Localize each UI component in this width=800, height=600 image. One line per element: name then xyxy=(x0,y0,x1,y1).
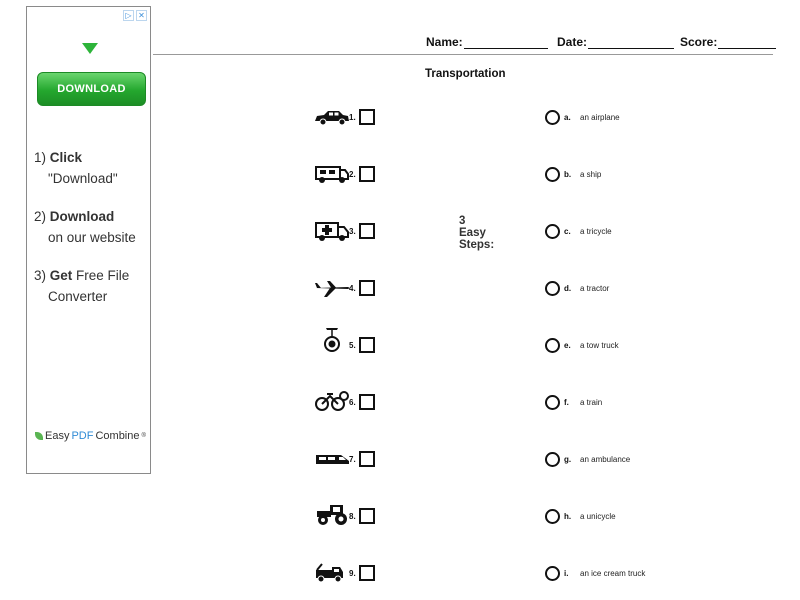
down-arrow-icon xyxy=(82,43,98,54)
answer-circle[interactable] xyxy=(545,452,560,467)
ad-steps xyxy=(34,147,495,324)
question-row xyxy=(313,504,375,528)
worksheet-title: Transportation xyxy=(425,68,506,80)
question-number: 8. xyxy=(349,511,356,521)
ad-info-icon[interactable]: ▷ xyxy=(123,10,134,21)
ad-step-number: 3) xyxy=(34,268,47,283)
answer-row xyxy=(545,109,620,125)
answer-letter: i. xyxy=(564,568,569,578)
unicycle-icon xyxy=(313,319,351,359)
answer-letter: a. xyxy=(564,112,571,122)
answer-text: a unicycle xyxy=(580,511,616,521)
name-label: Name: xyxy=(426,35,463,49)
score-label: Score: xyxy=(680,35,718,49)
answer-row xyxy=(545,508,616,524)
answer-box[interactable] xyxy=(359,394,375,410)
brand-pdf: PDF xyxy=(71,430,94,442)
answer-circle[interactable] xyxy=(545,509,560,524)
question-number: 2. xyxy=(349,169,356,179)
tractor-icon xyxy=(313,499,351,529)
answer-text: an ice cream truck xyxy=(580,568,646,578)
ad-step-action: Download xyxy=(49,209,115,224)
ad-step-number: 1) xyxy=(34,150,47,165)
answer-text: a tractor xyxy=(580,283,610,293)
brand-easy: Easy xyxy=(45,430,70,442)
score-field xyxy=(680,35,776,49)
name-field xyxy=(426,35,548,49)
header-divider xyxy=(153,54,773,55)
ad-brand-logo[interactable] xyxy=(35,430,146,442)
question-number: 3. xyxy=(349,226,356,236)
ad-step xyxy=(34,147,149,189)
question-row xyxy=(313,162,375,186)
answer-letter: g. xyxy=(564,454,572,464)
ad-download-button[interactable]: DOWNLOAD xyxy=(37,72,146,106)
tricycle-icon xyxy=(313,385,351,415)
answer-box[interactable] xyxy=(359,565,375,581)
answer-circle[interactable] xyxy=(545,167,560,182)
car-icon xyxy=(313,105,351,129)
ambulance-icon xyxy=(313,219,351,243)
ad-step xyxy=(34,206,149,248)
answer-row xyxy=(545,565,645,581)
answer-box[interactable] xyxy=(359,451,375,467)
answer-text: a tow truck xyxy=(580,340,619,350)
train-icon xyxy=(313,447,351,471)
answer-box[interactable] xyxy=(359,337,375,353)
question-number: 1. xyxy=(349,112,356,122)
answer-row xyxy=(545,223,612,239)
question-row xyxy=(313,105,375,129)
answer-row xyxy=(545,166,601,182)
question-row xyxy=(313,276,375,300)
brand-tm: ® xyxy=(141,433,146,439)
airplane-icon xyxy=(313,276,351,300)
ad-step-number: 2) xyxy=(34,209,47,224)
answer-letter: e. xyxy=(564,340,571,350)
ad-steps-title: 3 Easy Steps: xyxy=(459,215,495,251)
answer-letter: d. xyxy=(564,283,572,293)
answer-text: a tricycle xyxy=(580,226,612,236)
brand-combine: Combine xyxy=(95,430,140,442)
answer-row xyxy=(545,337,619,353)
question-row xyxy=(313,390,375,414)
date-blank xyxy=(588,36,674,49)
question-row xyxy=(313,333,375,357)
ad-step-action: Get xyxy=(49,268,73,283)
ad-step-rest: Free File xyxy=(72,268,130,283)
answer-circle[interactable] xyxy=(545,338,560,353)
answer-text: an airplane xyxy=(580,112,620,122)
question-number: 6. xyxy=(349,397,356,407)
question-row xyxy=(313,447,375,471)
answer-row xyxy=(545,394,602,410)
answer-box[interactable] xyxy=(359,508,375,524)
answer-letter: c. xyxy=(564,226,571,236)
answer-circle[interactable] xyxy=(545,395,560,410)
answer-box[interactable] xyxy=(359,109,375,125)
question-number: 5. xyxy=(349,340,356,350)
ad-step-desc: Converter xyxy=(48,289,108,304)
answer-box[interactable] xyxy=(359,223,375,239)
answer-letter: h. xyxy=(564,511,572,521)
answer-circle[interactable] xyxy=(545,110,560,125)
answer-box[interactable] xyxy=(359,166,375,182)
answer-circle[interactable] xyxy=(545,566,560,581)
leaf-icon xyxy=(35,432,43,440)
ad-choices-badge[interactable] xyxy=(123,10,147,21)
ice-cream-truck-icon xyxy=(313,162,351,186)
ad-step-desc: "Download" xyxy=(48,171,118,186)
question-number: 4. xyxy=(349,283,356,293)
question-row xyxy=(313,561,375,585)
answer-text: a train xyxy=(580,397,603,407)
name-blank xyxy=(464,36,548,49)
answer-circle[interactable] xyxy=(545,281,560,296)
question-number: 9. xyxy=(349,568,356,578)
date-label: Date: xyxy=(557,35,588,49)
answer-letter: f. xyxy=(564,397,569,407)
answer-row xyxy=(545,451,630,467)
answer-box[interactable] xyxy=(359,280,375,296)
answer-letter: b. xyxy=(564,169,572,179)
answer-text: a ship xyxy=(580,169,602,179)
tow-truck-icon xyxy=(313,561,351,585)
ad-step-desc: on our website xyxy=(48,230,136,245)
ad-close-icon[interactable]: ✕ xyxy=(136,10,147,21)
score-blank xyxy=(718,36,776,49)
question-row xyxy=(313,219,375,243)
answer-row xyxy=(545,280,609,296)
answer-circle[interactable] xyxy=(545,224,560,239)
question-number: 7. xyxy=(349,454,356,464)
date-field xyxy=(557,35,674,49)
answer-text: an ambulance xyxy=(580,454,631,464)
ad-step xyxy=(34,265,149,307)
ad-step-action: Click xyxy=(49,150,83,165)
